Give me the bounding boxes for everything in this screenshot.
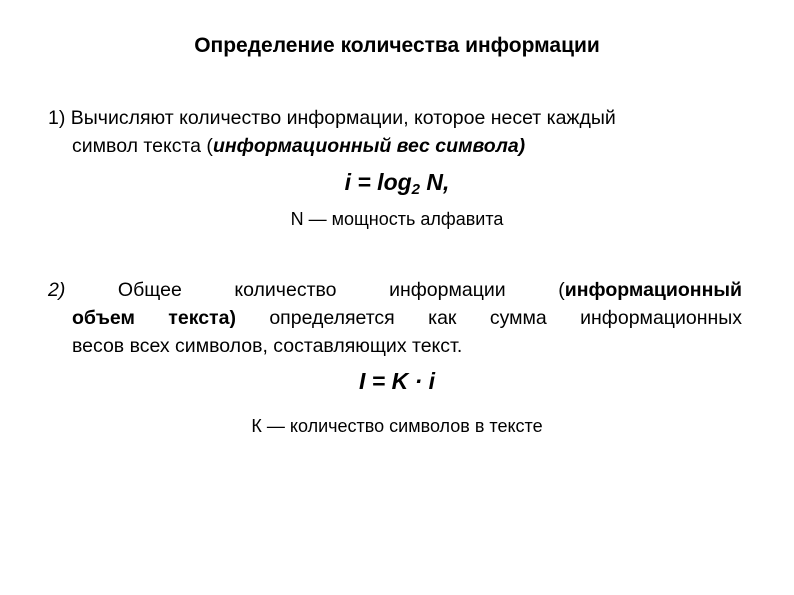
point-1-term: информационный вес символа) xyxy=(212,135,526,157)
point-1 xyxy=(48,104,748,160)
point-2-term-part-1: информационный xyxy=(564,279,742,301)
point-2 xyxy=(48,276,742,360)
formula-information-weight xyxy=(0,169,794,198)
point-2-line-2 xyxy=(48,304,742,332)
point-1-line-2 xyxy=(48,132,748,160)
formula-text-volume: I = K · i xyxy=(358,368,436,394)
formula-1-tail: N, xyxy=(420,169,450,195)
point-2-term-part-2: объем текста) xyxy=(72,307,236,329)
note-alphabet-power: N — мощность алфавита xyxy=(290,209,504,229)
note-symbol-count: К — количество символов в тексте xyxy=(251,416,543,436)
point-2-number: 2) xyxy=(48,279,66,301)
point-1-line-2-prefix: символ текста ( xyxy=(72,135,213,157)
formula-1-subscript: 2 xyxy=(411,181,421,198)
point-1-line-1: 1) Вычисляют количество информации, которое несет каждый xyxy=(48,107,616,129)
point-2-line-1-text: Общее количество информации ( xyxy=(65,279,565,301)
slide-title: Определение количества информации xyxy=(194,34,600,57)
point-2-line-2-text: определяется как сумма информационных xyxy=(235,307,743,329)
formula-1-main: i = log xyxy=(344,169,412,195)
point-2-line-1 xyxy=(48,276,742,304)
point-2-line-3: весов всех символов, составляющих текст. xyxy=(72,335,463,357)
